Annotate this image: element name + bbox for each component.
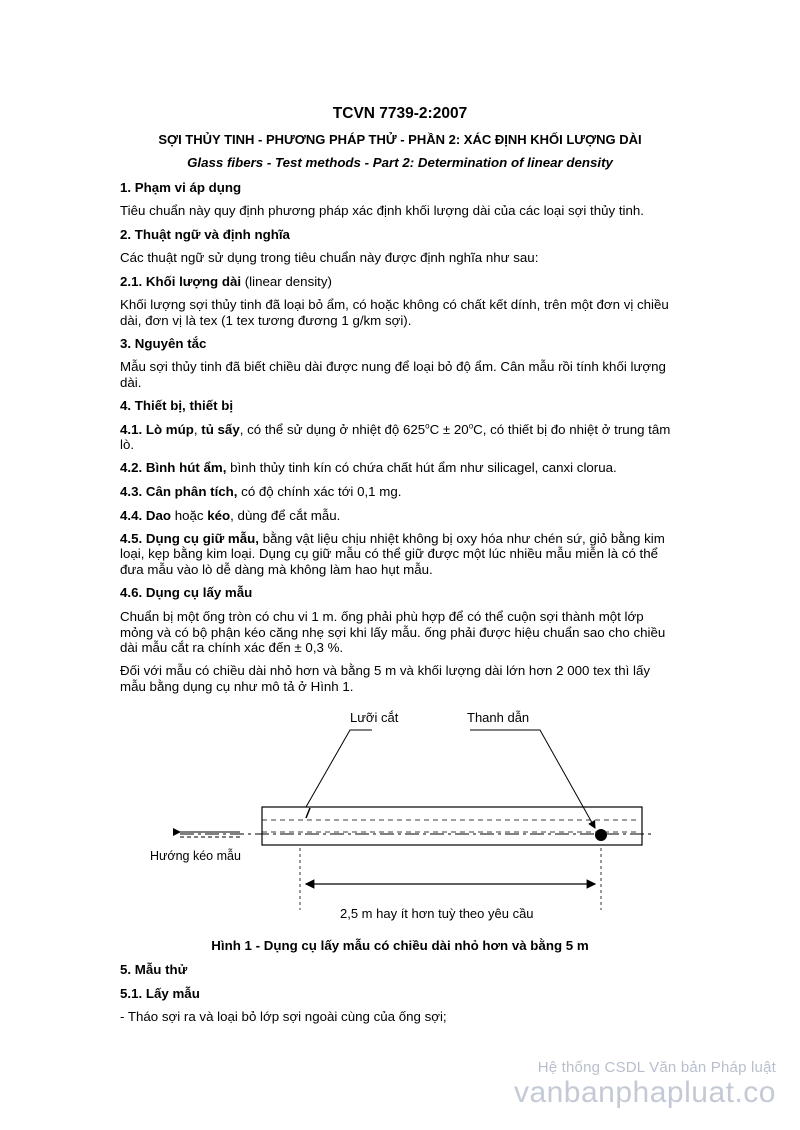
standard-code: TCVN 7739-2:2007	[332, 105, 468, 122]
cutting-blade	[306, 808, 310, 818]
item-4-5-label: 4.5. Dụng cụ giữ mẫu,	[120, 531, 259, 546]
item-4-4-mid: hoặc	[171, 508, 208, 523]
item-4-4	[120, 508, 680, 524]
degree-sup-1: o	[425, 421, 430, 431]
item-4-4-text: , dùng để cắt mẫu.	[230, 508, 341, 523]
item-4-5	[120, 531, 680, 547]
title-vietnamese: SỢI THỦY TINH - PHƯƠNG PHÁP THỬ - PHẦN 2: XÁC ĐỊNH KHỐI LƯỢNG DÀI	[158, 132, 642, 147]
figure-caption: Hình 1 - Dụng cụ lấy mẫu có chiều dài nhỏ hơn và bằng 5 m	[211, 938, 589, 953]
section-1-text: Tiêu chuẩn này quy định phương pháp xác định khối lượng dài của các loại sợi thủy tinh.	[120, 203, 644, 218]
item-4-2	[120, 460, 680, 476]
section-5-1-item-1: - Tháo sợi ra và loại bỏ lớp sợi ngoài cùng của ống sợi;	[120, 1009, 447, 1024]
item-4-1-label-2: tủ sấy	[201, 422, 240, 437]
item-4-6-heading: 4.6. Dụng cụ lấy mẫu	[120, 585, 253, 600]
definition-term: 2.1. Khối lượng dài	[120, 274, 242, 289]
title-english: Glass fibers - Test methods - Part 2: Determination of linear density	[187, 155, 613, 170]
item-4-1	[120, 422, 680, 438]
label-guide-bar: Thanh dẫn	[467, 710, 530, 725]
label-blade: Lưỡi cắt	[350, 710, 399, 725]
degree-sup-2: o	[468, 421, 474, 431]
item-4-3-label: 4.3. Cân phân tích,	[120, 484, 238, 499]
item-4-1-line-2: lò.	[120, 437, 135, 452]
item-4-5-text: bằng vật liệu chịu nhiệt không bị oxy hóa như chén sứ, giỏ bằng kim	[258, 531, 665, 546]
definition-text-line-1: Khối lượng sợi thủy tinh đã loại bỏ ẩm, có hoặc không có chất kết dính, trên một đơn vị chiều	[120, 297, 669, 312]
watermark-line-2: vanbanphapluat.co	[513, 1076, 776, 1109]
section-5-heading: 5. Mẫu thử	[120, 962, 188, 977]
definition-term-en: (linear density)	[241, 274, 332, 289]
item-4-1-text-a: , có thể sử dụng ở nhiệt độ 625	[239, 422, 426, 437]
section-1-heading: 1. Phạm vi áp dụng	[120, 180, 242, 195]
item-4-4-label: 4.4. Dao	[120, 508, 171, 523]
section-5-1-heading: 5.1. Lấy mẫu	[120, 986, 200, 1001]
item-4-1-sep: ,	[193, 422, 202, 437]
item-4-3	[120, 484, 680, 500]
item-4-6-p1-line-1: Chuẩn bị một ống tròn có chu vi 1 m. ống phải phù hợp để có thể cuộn sợi thành một lớp	[120, 609, 644, 624]
item-4-1-text-b: C ± 20	[429, 422, 469, 437]
item-4-4-label-2: kéo	[207, 508, 231, 523]
tube-outline	[262, 807, 642, 845]
definition-text-line-2: dài, đơn vị là tex (1 tex tương đương 1 g/km sợi).	[120, 313, 412, 328]
section-2-text: Các thuật ngữ sử dụng trong tiêu chuẩn này được định nghĩa như sau:	[120, 250, 539, 265]
guide-leader-line	[470, 730, 595, 828]
item-4-6-p1-line-3: dài mẫu cắt ra chính xác đến ± 0,3 %.	[120, 640, 344, 655]
blade-leader-line	[306, 730, 372, 807]
definition-2-1	[120, 274, 680, 290]
section-3-line-1: Mẫu sợi thủy tinh đã biết chiều dài được nung để loại bỏ độ ẩm. Cân mẫu rồi tính khối lượng	[120, 359, 666, 374]
item-4-5-line-3: đưa mẫu vào lò dễ dàng mà không làm hao hụt mẫu.	[120, 562, 433, 577]
label-length: 2,5 m hay ít hơn tuỳ theo yêu cầu	[340, 906, 534, 921]
label-pull-direction: Hướng kéo mẫu	[150, 849, 241, 863]
item-4-1-label: 4.1. Lò múp	[120, 422, 194, 437]
item-4-6-p2-line-1: Đối với mẫu có chiều dài nhỏ hơn và bằng 5 m và khối lượng dài lớn hơn 2 000 tex thì lấy	[120, 663, 651, 678]
item-4-6-p2-line-2: mẫu bằng dụng cụ như mô tả ở Hình 1.	[120, 679, 354, 694]
item-4-6-p1-line-2: mỏng và có bộ phận kéo căng nhẹ sợi khi lấy mẫu. ống phải được hiệu chuẩn sao cho chiều	[120, 625, 666, 640]
item-4-2-label: 4.2. Bình hút ẩm,	[120, 460, 227, 475]
section-3-heading: 3. Nguyên tắc	[120, 336, 207, 351]
item-4-3-text: có độ chính xác tới 0,1 mg.	[237, 484, 402, 499]
section-2-heading: 2. Thuật ngữ và định nghĩa	[120, 227, 290, 242]
item-4-2-text: bình thủy tinh kín có chứa chất hút ẩm như silicagel, canxi clorua.	[226, 460, 617, 475]
watermark-line-1: Hệ thống CSDL Văn bản Pháp luật	[537, 1059, 776, 1076]
figure-1-sampling-device	[140, 700, 660, 930]
item-4-5-line-2: loại, kẹp bằng kim loại. Dụng cụ giữ mẫu có thể giữ được một lúc nhiều mẫu miễn là có thể	[120, 546, 659, 561]
item-4-1-text-c: C, có thiết bị đo nhiệt ở trung tâm	[473, 422, 671, 437]
guide-bar-dot	[595, 829, 607, 841]
section-3-line-2: dài.	[120, 375, 142, 390]
section-4-heading: 4. Thiết bị, thiết bị	[120, 398, 234, 413]
